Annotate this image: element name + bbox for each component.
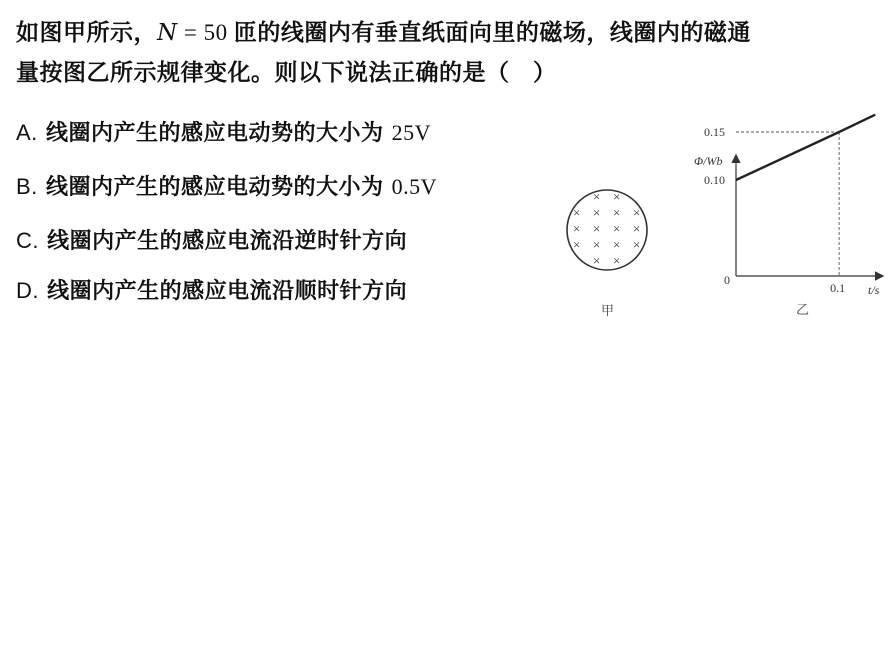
turns-variable: N	[157, 20, 178, 46]
field-cross: ×	[573, 205, 581, 220]
field-cross: ×	[593, 189, 601, 204]
field-cross: ×	[613, 205, 621, 220]
option-letter: A.	[16, 120, 38, 145]
field-cross: ×	[633, 205, 641, 220]
option-text: 线圈内产生的感应电流沿顺时针方向	[39, 278, 408, 304]
option-text: 线圈内产生的感应电流沿逆时针方向	[39, 228, 408, 254]
question-line-2	[16, 54, 557, 87]
field-cross: ×	[593, 237, 601, 252]
origin-label: 0	[724, 273, 730, 287]
field-cross: ×	[633, 237, 641, 252]
field-cross: ×	[593, 253, 601, 268]
x-axis-label: t/s	[868, 283, 880, 297]
turns-equation: = 50	[177, 20, 234, 45]
question-text-b: 匝的线圈内有垂直纸面向里的磁场，线圈内的磁通	[233, 19, 751, 46]
question-line-1	[16, 14, 751, 47]
x-tick-label: 0.1	[830, 281, 846, 295]
field-cross: ×	[573, 237, 581, 252]
field-cross: ×	[613, 253, 621, 268]
figure-jia-caption: 甲	[601, 304, 615, 319]
question-text-line2: 量按图乙所示规律变化。则以下说法正确的是（ ）	[16, 59, 557, 86]
figure-yi-chart	[692, 125, 892, 320]
field-cross: ×	[593, 205, 601, 220]
y-axis-label: Φ/Wb	[694, 154, 723, 168]
option-letter: C.	[16, 228, 39, 253]
field-cross: ×	[593, 221, 601, 236]
magnetic-field-crosses	[573, 189, 640, 268]
chart-marks	[704, 115, 875, 295]
question-text-a: 如图甲所示，	[16, 19, 157, 46]
figure-yi-caption: 乙	[796, 303, 810, 318]
option-value: 25V	[391, 120, 432, 145]
y-tick-label: 0.15	[704, 125, 725, 139]
y-tick-label: 0.10	[704, 173, 725, 187]
option-b[interactable]	[16, 170, 437, 201]
field-cross: ×	[633, 221, 641, 236]
option-value: 0.5V	[391, 174, 438, 199]
option-c[interactable]	[16, 224, 407, 255]
option-letter: D.	[16, 278, 39, 303]
option-d[interactable]	[16, 274, 407, 305]
field-cross: ×	[573, 221, 581, 236]
figure-jia	[560, 185, 670, 325]
field-cross: ×	[613, 221, 621, 236]
field-cross: ×	[613, 237, 621, 252]
option-text: 线圈内产生的感应电动势的大小为	[37, 174, 392, 200]
field-cross: ×	[613, 189, 621, 204]
option-a[interactable]	[16, 116, 431, 147]
option-text: 线圈内产生的感应电动势的大小为	[37, 120, 392, 146]
option-letter: B.	[16, 174, 38, 199]
flux-series-line	[736, 115, 875, 180]
